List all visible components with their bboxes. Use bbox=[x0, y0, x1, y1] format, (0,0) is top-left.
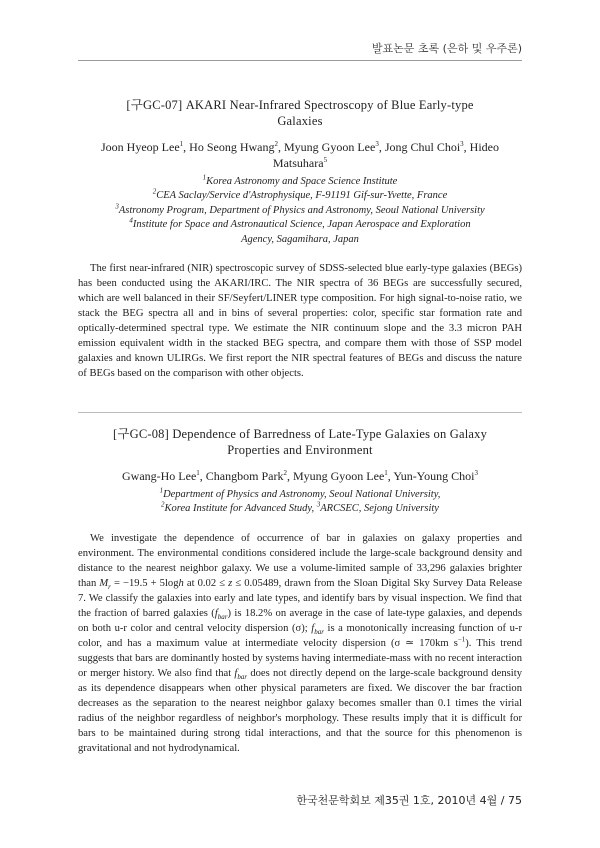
abstract-code: [구GC-07] bbox=[126, 98, 183, 112]
affiliation: $^1$Korea Astronomy and Space Science Institute bbox=[202, 173, 398, 187]
title-line-2: Properties and Environment bbox=[227, 443, 373, 457]
abstract-gc07 bbox=[78, 97, 522, 381]
affiliation: $^2$Korea Institute for Advanced Study, $^3$ARCSEC, Sejong University bbox=[161, 500, 439, 515]
affiliation: $^1$Department of Physics and Astronomy, Seoul National University, bbox=[159, 486, 441, 500]
title-line-1: AKARI Near-Infrared Spectroscopy of Blue Early-type bbox=[185, 98, 474, 112]
affiliation: Agency, Sagamihara, Japan bbox=[241, 233, 359, 245]
section-title: 발표논문 초록 (은하 및 우주론) bbox=[371, 42, 522, 55]
section-divider bbox=[78, 412, 522, 413]
abstract-title bbox=[78, 426, 522, 458]
author-list: Gwang-Ho Lee$^1$, Changbom Park$^2$, Myung Gyoon Lee$^1$, Yun-Young Choi$^3$ bbox=[121, 469, 478, 483]
affiliation: $^4$Institute for Space and Astronautical Science, Japan Aerospace and Exploration bbox=[129, 216, 471, 231]
title-line-2: Galaxies bbox=[277, 114, 323, 128]
affiliation: $^2$CEA Saclay/Service d'Astrophysique, F-91191 Gif-sur-Yvette, France bbox=[152, 187, 448, 202]
running-header bbox=[78, 38, 522, 61]
abstract-body: The first near-infrared (NIR) spectroscopic survey of SDSS-selected blue early-type galaxies (BEGs) has been conducted using the AKARI/IRC. The NIR spectra of 36 BEGs are successfully secured, which are well balanced in their SF/Seyfert/LINER type composition. For high signal-to-noise ratio, we stack the BEG spectra all and in bins of several properties: color, specific star formation rate and optically-determined spectral type. We estimate the NIR continuum slope and the 3.3 micron PAH emission equivalent width in the stacked BEG spectra, and compare them with those of SSP model galaxies and known ULIRGs. We first report the NIR spectral features of BEGs and discuss the nature of BEGs based on the comparison with other objects. bbox=[78, 263, 522, 380]
abstract-code: [구GC-08] bbox=[112, 427, 169, 441]
affiliation-list bbox=[78, 175, 522, 247]
affiliation: $^3$Astronomy Program, Department of Physics and Astronomy, Seoul National University bbox=[115, 202, 485, 216]
title-line-1: Dependence of Barredness of Late-Type Galaxies on Galaxy bbox=[172, 427, 488, 441]
abstract-gc08 bbox=[78, 426, 522, 756]
page-footer: 한국천문학회보 제35권 1호, 2010년 4월 / 75 bbox=[296, 794, 522, 807]
abstract-title bbox=[78, 97, 522, 129]
author-list: Joon Hyeop Lee$^1$, Ho Seong Hwang$^2$, Myung Gyoon Lee$^3$, Jong Chul Choi$^3$, Hideo Matsuhara$^5$ bbox=[101, 140, 499, 170]
affiliation-list bbox=[78, 488, 522, 517]
abstract-body: We investigate the dependence of occurrence of bar in galaxies on galaxy properties and environment. The environmental conditions considered include the large-scale background density and distance to the nearest neighbor galaxy. We use a volume-limited sample of 33,296 galaxies brighter than $M_r = -19.5 + 5\log h$ at 0.02 ≤ z ≤ 0.05489, drawn from the Sloan Digital Sky Survey Data Release 7. We classify the galaxies into early and late types, and identify bars by visual inspection. We find that the fraction of barred galaxies $(f_{bar})$ is 18.2% on average in the case of late-type galaxies, and depends on both u-r color and central velocity dispersion (σ); $f_{bar}$ is a monotonically increasing function of u-r color, and has a maximum value at intermediate velocity dispersion (σ ≃ 170km $s^{-1}$). This trend suggests that bars are dominantly hosted by systems having intermediate-mass with no recent interaction or merger history. We also find that $f_{bar}$ does not directly depend on the large-scale background density as its dependence disappears when other physical parameters are fixed. We discover the bar fraction decreases as the separation to the nearest neighbor galaxy becomes smaller than 0.1 times the virial radius of the neighbor regardless of neighbor's morphology. These results imply that it is difficult for bars to be maintained during strong tidal interactions, and that the source for this phenomenon is gravitational and not hydrodynamical. bbox=[78, 532, 523, 754]
